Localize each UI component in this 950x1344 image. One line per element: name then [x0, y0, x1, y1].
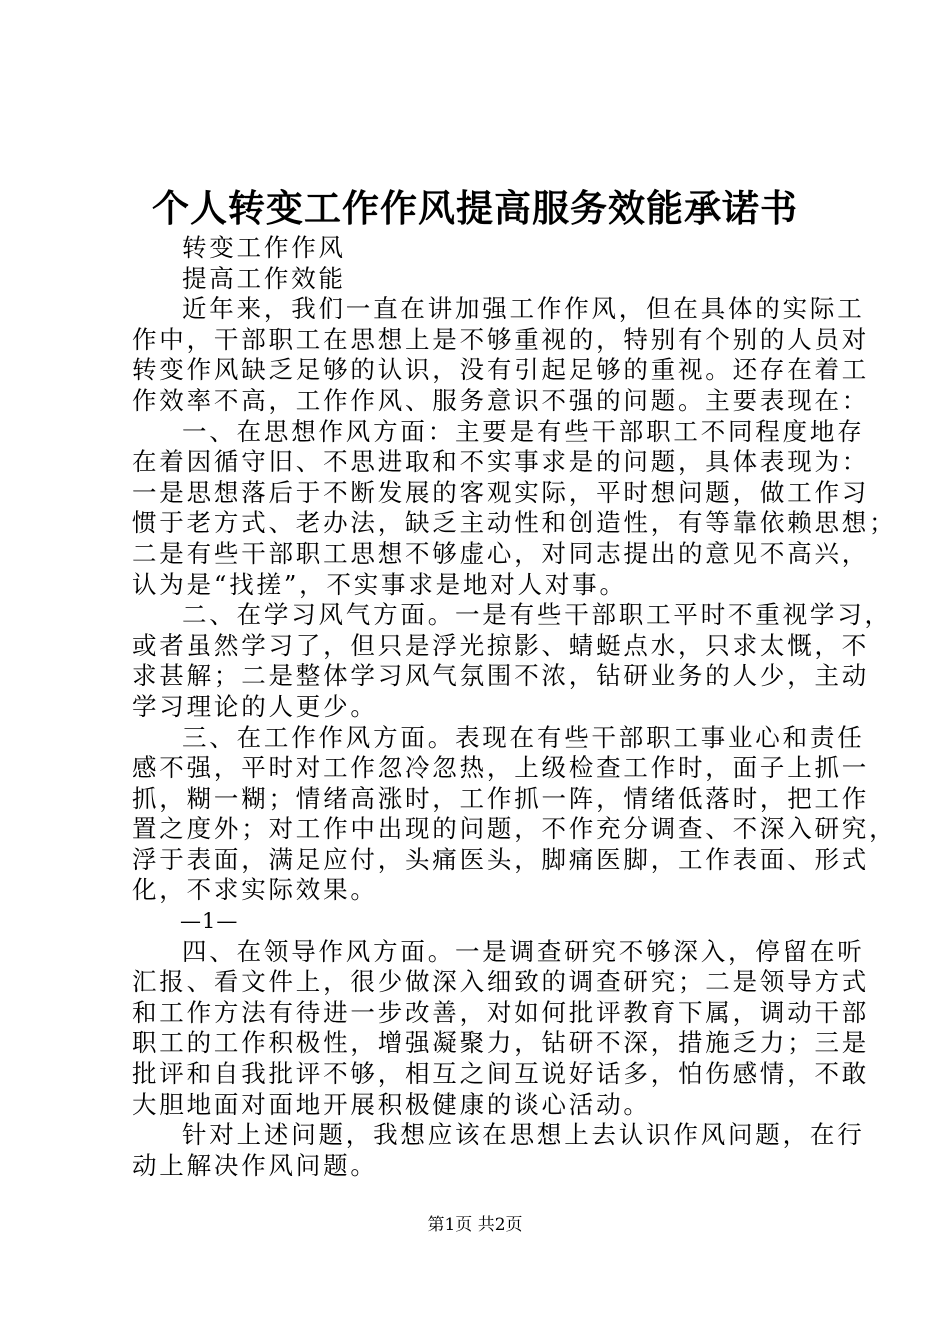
page-footer: 第1页 共2页	[427, 1215, 523, 1235]
text-line: 二、在学习风气方面。一是有些干部职工平时不重视学习，	[182, 600, 892, 630]
text-line: 动上解决作风问题。	[132, 1150, 378, 1180]
text-line: 四、在领导作风方面。一是调查研究不够深入，停留在听	[182, 936, 865, 966]
text-line: 批评和自我批评不够，相互之间互说好话多，怕伤感情，不敢	[132, 1059, 870, 1089]
text-line: 和工作方法有待进一步改善，对如何批评教育下属，调动干部	[132, 997, 870, 1027]
document-body	[132, 233, 897, 1181]
text-line: 汇报、看文件上，很少做深入细致的调查研究；二是领导方式	[132, 967, 870, 997]
text-line: 二是有些干部职工思想不够虚心，对同志提出的意见不高兴，	[132, 538, 870, 568]
text-line: 转变作风缺乏足够的认识，没有引起足够的重视。还存在着工	[132, 355, 870, 385]
text-line: 职工的工作积极性，增强凝聚力，钻研不深，措施乏力；三是	[132, 1028, 870, 1058]
text-line: 一是思想落后于不断发展的客观实际，平时想问题，做工作习	[132, 477, 870, 507]
text-line: 置之度外；对工作中出现的问题，不作充分调查、不深入研究，	[132, 814, 897, 844]
text-line: 针对上述问题，我想应该在思想上去认识作风问题，在行	[182, 1120, 865, 1150]
document-title: 个人转变工作作风提高服务效能承诺书	[152, 186, 798, 230]
text-line: 浮于表面，满足应付，头痛医头，脚痛医脚，工作表面、形式	[132, 844, 870, 874]
text-line: 求甚解；二是整体学习风气氛围不浓，钻研业务的人少，主动	[132, 661, 870, 691]
text-line: 一、在思想作风方面：主要是有些干部职工不同程度地存	[182, 416, 865, 446]
text-line: 化，不求实际效果。	[132, 875, 378, 905]
text-line: 大胆地面对面地开展积极健康的谈心活动。	[132, 1089, 651, 1119]
text-line: 作效率不高，工作作风、服务意识不强的问题。主要表现在：	[132, 385, 870, 415]
text-line: 作中，干部职工在思想上是不够重视的，特别有个别的人员对	[132, 324, 870, 354]
text-line: 惯于老方式、老办法，缺乏主动性和创造性，有等靠依赖思想；	[132, 508, 897, 538]
text-line: 感不强，平时对工作忽冷忽热，上级检查工作时，面子上抓一	[132, 753, 870, 783]
text-line: 学习理论的人更少。	[132, 691, 378, 721]
subtitle-line-2: 提高工作效能	[182, 263, 346, 293]
inline-page-number: —1—	[180, 909, 239, 934]
text-line: 近年来，我们一直在讲加强工作作风，但在具体的实际工	[182, 294, 865, 324]
text-line: 抓，糊一糊；情绪高涨时，工作抓一阵，情绪低落时，把工作	[132, 783, 870, 813]
text-line: 认为是“找搓”，不实事求是地对人对事。	[132, 569, 627, 599]
subtitle-line-1: 转变工作作风	[182, 233, 346, 262]
text-line: 在着因循守旧、不思进取和不实事求是的问题，具体表现为：	[132, 447, 870, 477]
text-line: 三、在工作作风方面。表现在有些干部职工事业心和责任	[182, 722, 865, 752]
text-line: 或者虽然学习了，但只是浮光掠影、蜻蜓点水，只求太慨，不	[132, 630, 870, 660]
